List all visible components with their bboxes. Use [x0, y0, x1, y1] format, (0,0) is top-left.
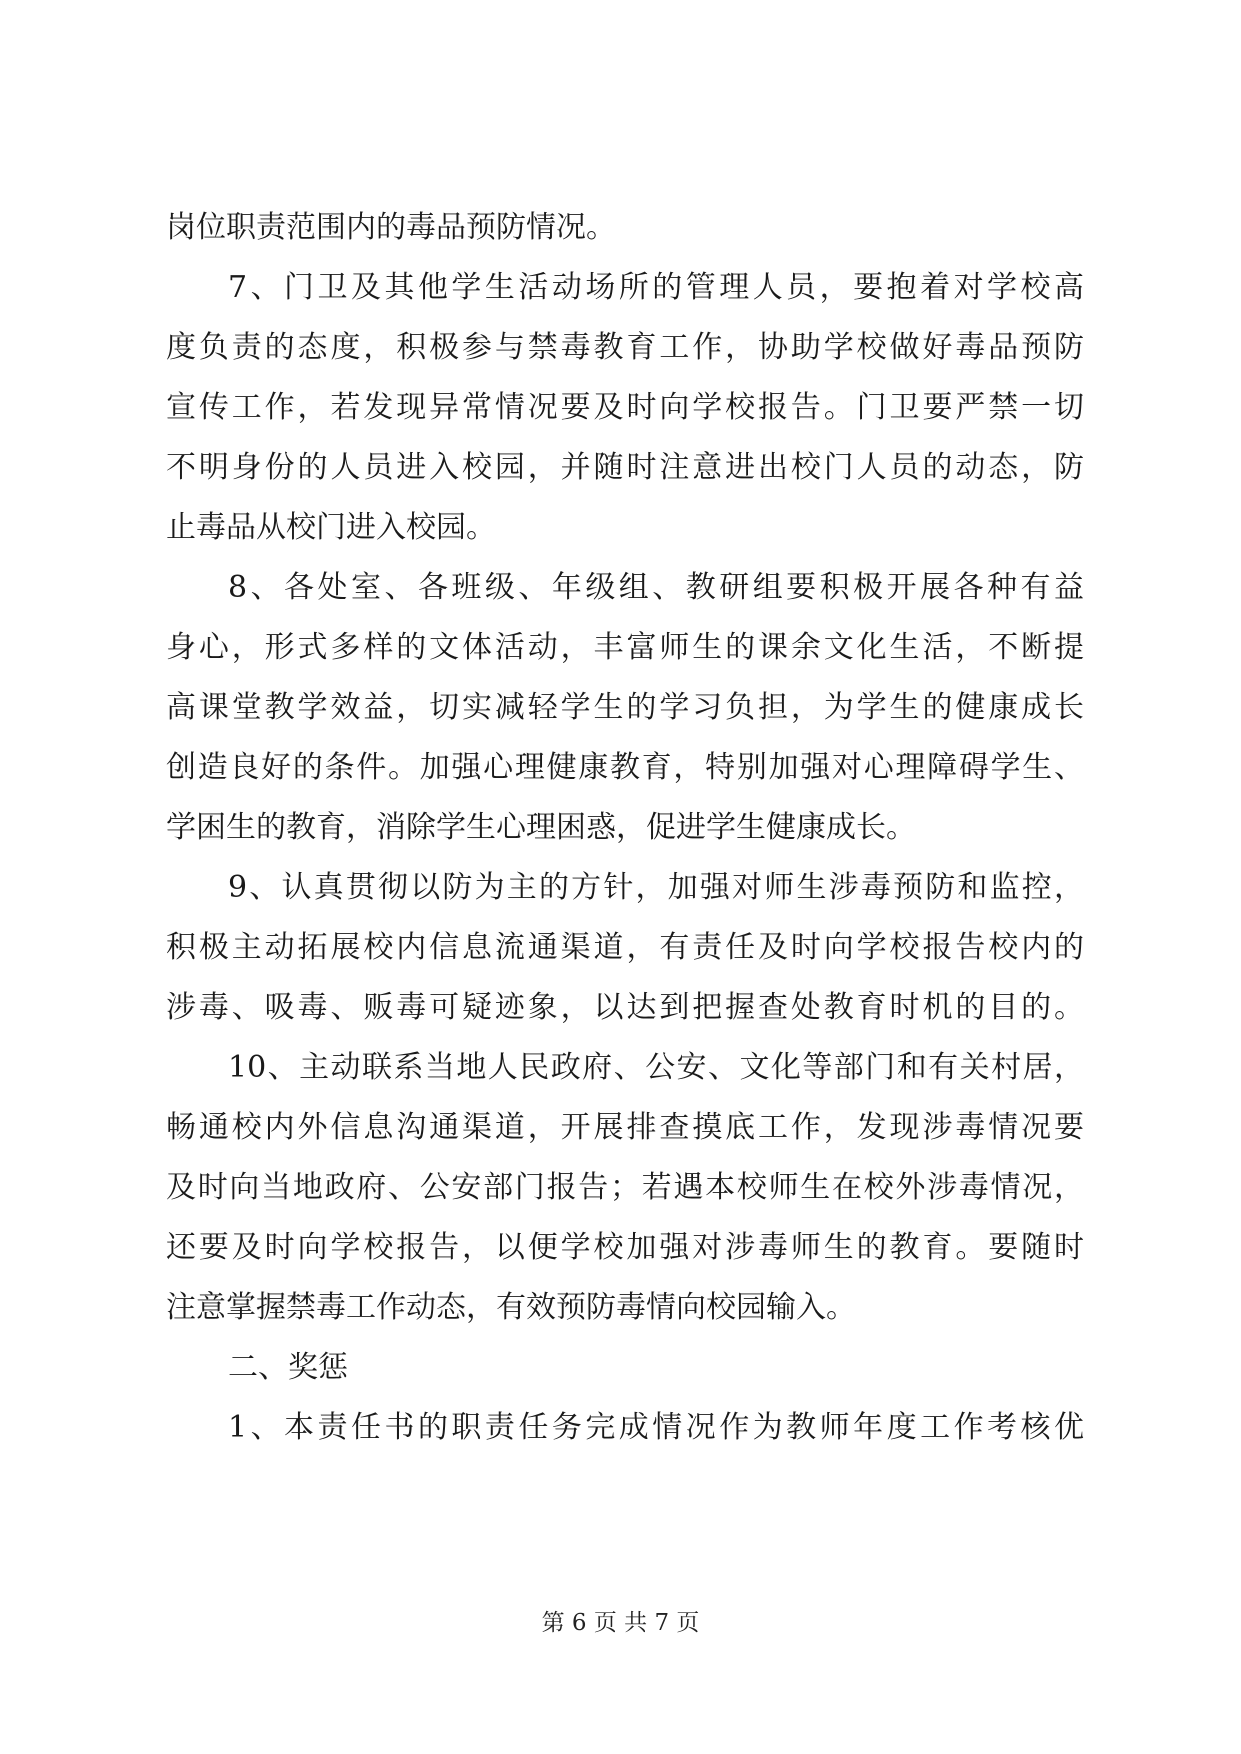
text-line: 注意掌握禁毒工作动态，有效预防毒情向校园输入。: [166, 1290, 856, 1325]
section-heading: 二、奖惩: [228, 1350, 348, 1385]
text-line: 岗位职责范围内的毒品预防情况。: [166, 210, 616, 245]
text-line: 10、主动联系当地人民政府、公安、文化等部门和有关村居，: [228, 1050, 1084, 1085]
text-line: 止毒品从校门进入校园。: [166, 510, 496, 545]
text-line: 度负责的态度，积极参与禁毒教育工作，协助学校做好毒品预防: [166, 330, 1084, 365]
text-line: 1、本责任书的职责任务完成情况作为教师年度工作考核优: [228, 1410, 1084, 1445]
text-line: 创造良好的条件。加强心理健康教育，特别加强对心理障碍学生、: [166, 750, 1084, 785]
text-line: 宣传工作，若发现异常情况要及时向学校报告。门卫要严禁一切: [166, 390, 1084, 425]
text-line: 学困生的教育，消除学生心理困惑，促进学生健康成长。: [166, 810, 916, 845]
page-number-footer: 第 6 页 共 7 页: [541, 1610, 700, 1636]
text-line: 不明身份的人员进入校园，并随时注意进出校门人员的动态，防: [166, 450, 1084, 485]
text-line: 高课堂教学效益，切实减轻学生的学习负担，为学生的健康成长: [166, 690, 1084, 725]
text-line: 身心，形式多样的文体活动，丰富师生的课余文化生活，不断提: [166, 630, 1084, 665]
text-line: 8、各处室、各班级、年级组、教研组要积极开展各种有益: [228, 570, 1084, 605]
text-line: 9、认真贯彻以防为主的方针，加强对师生涉毒预防和监控，: [228, 870, 1084, 905]
text-line: 还要及时向学校报告，以便学校加强对涉毒师生的教育。要随时: [166, 1230, 1084, 1265]
text-line: 积极主动拓展校内信息流通渠道，有责任及时向学校报告校内的: [166, 930, 1084, 965]
document-body: [166, 198, 1084, 1458]
text-line: 畅通校内外信息沟通渠道，开展排查摸底工作，发现涉毒情况要: [166, 1110, 1084, 1145]
text-line: 涉毒、吸毒、贩毒可疑迹象，以达到把握查处教育时机的目的。: [166, 990, 1084, 1025]
text-line: 7、门卫及其他学生活动场所的管理人员，要抱着对学校高: [228, 270, 1084, 305]
text-line: 及时向当地政府、公安部门报告；若遇本校师生在校外涉毒情况，: [166, 1170, 1084, 1205]
